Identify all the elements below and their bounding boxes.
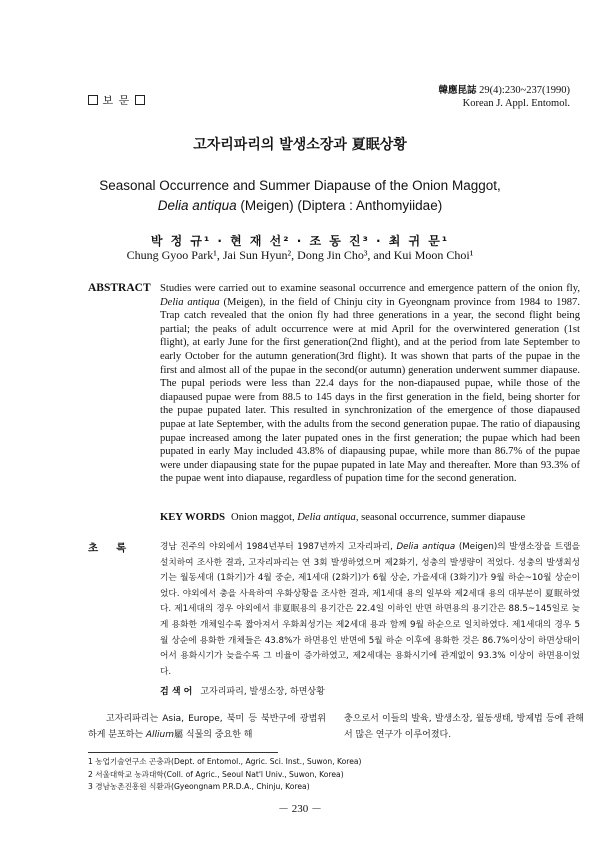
body-column-left [88,712,326,744]
footnote-1: 1 농업기술연구소 곤충과(Dept. of Entomol., Agric. Sci. Inst., Suwon, Korea) [88,757,362,766]
journal-citation [439,84,570,110]
body-column-right: 충으로서 이들의 발육, 발생소장, 월동생태, 방제법 등에 관해서 많은 연구가 이루어졌다. [344,714,584,740]
summary-part2: (Meigen)의 발생소장을 트랩을 설치하여 조사한 결과, 고자리파리는 연 3회 발생하였으며 제2화기, 성충의 발생량이 적었다. 성충의 발생최성기는 월동세대 (1화기)가 4월 중순, 제1세대 (2화기)가 6월 상순, 가을세대 (3화기)가 9월 하순~10월 상순이었다. 야외에서 충을 사육하여 우화상황을 조사한 결과, 제1세대 용의 일부와 제2세대 용의 대부분이 夏眠하였다. 제1세대의 경우 야외에서 非夏眠용의 용기간은 22.4일 이하인 반면 하면용의 용기간은 88.5~145일로 늦게 용화한 개체일수록 짧아져서 우화최성기는 제2세대 용과 함께 9월 하순으로 일치하였다. 제1세대의 경우 5월 상순에 용화한 개체들은 43.8%가 하면용인 반면에 5월 하순 이후에 용화한 것은 86.7%이상이 하면상태이어서 용화시기가 늦을수록 그 비율이 증가하였고, 제2세대는 용화시기에 관계없이 93.3% 이상이 하면용이었다. [160,542,580,677]
keywords-korean [160,684,325,697]
keywords-part1: Onion maggot, [231,512,298,523]
title-english-line2-rest: (Meigen) (Diptera : Anthomyiidae) [236,198,443,213]
abstract-species: Delia antiqua [160,296,220,308]
body-left-part1: 고자리파리는 Asia, Europe, 북미 등 북반구에 광범위하게 분포하는 [88,714,326,740]
footnotes [88,756,362,794]
summary-label: 초록 [88,542,145,554]
keywords-korean-text: 고자리파리, 발생소장, 하면상황 [200,687,325,697]
checkbox-left-icon [88,95,98,105]
footnote-2: 2 서울대학교 농과대학(Coll. of Agric., Seoul Nat'l Univ., Suwon, Korea) [88,769,344,779]
authors-english: Chung Gyoo Park¹, Jai Sun Hyun², Dong Jin Cho³, and Kui Moon Choi¹ [126,248,474,262]
journal-name-en: Korean J. Appl. Entomol. [462,98,570,109]
title-english [0,176,600,216]
summary-text [160,540,580,680]
footnote-divider [88,752,278,753]
body-genus: Allium [145,729,175,740]
journal-volume: 29(4):230~237(1990) [479,85,570,96]
summary-part1: 경남 진주의 야외에서 1984년부터 1987년까지 고자리파리, [160,542,397,552]
abstract-part2: (Meigen), in the field of Chinju city in Gyeongnam province from 1984 to 1987. Trap catch revealed that the onion fly had three generations in a year, the second flight being partial; the peaks of adult occurrence were at mid April for the overwintered generation (1st flight), at early June for the first generation(2nd flight), and at the period from late September to early October for the autumn generation(3rd flight). It was shown that parts of the pupae in the first and almost all of the pupae in the second(or autumn) generation underwent summer diapause. The pupal periods were less than 22.4 days for the non-diapaused pupae, while those of the diapaused pupae were from 88.5 to 145 days in the first generation in the field, being shorter for the pupae pupated later. This resulted in synchronization of the emergence of those diapaused pupae at late September, with the adults from the second generation pupae. The ratio of diapausing pupae increased among the later pupated ones in the first generation; the pupae which had been pupated in early May included 43.8% of diapausing pupae, while more than 86.7% of the pupae were under diapausing state for the pupae pupated in late May and thereafter. More than 93.3% of the pupae went into diapause, regardless of pupation time for the second generation. [160,296,580,485]
checkbox-right-icon [135,95,145,105]
abstract-part1: Studies were carried out to examine seasonal occurrence and emergence pattern of the onion fly, [160,283,580,294]
journal-name-ko: 韓應昆誌 [438,85,477,96]
page-number: － 230 － [278,803,322,815]
abstract-text [160,282,580,486]
body-left-part2: 屬 식물의 중요한 해 [174,729,253,740]
keywords-species: Delia antiqua [297,512,356,523]
keywords-label: KEY WORDS [160,512,226,523]
title-english-line1: Seasonal Occurrence and Summer Diapause of the Onion Maggot, [99,178,501,193]
summary-species: Delia antiqua [396,542,456,552]
section-label-text: 보 문 [102,94,131,107]
keywords-korean-label: 검 색 어 [160,687,193,697]
title-korean: 고자리파리의 발생소장과 夏眠상황 [193,137,407,153]
footnote-3: 3 경남농촌진흥원 식환과(Gyeongnam P.R.D.A., Chinju, Korea) [88,782,310,791]
keywords-part2: , seasonal occurrence, summer diapause [355,512,526,523]
title-species: Delia antiqua [157,198,237,213]
abstract-label: ABSTRACT [88,282,151,294]
section-label [88,92,145,108]
title-english-line2 [0,196,600,216]
authors-korean: 박 정 규¹ · 현 재 선² · 조 동 진³ · 최 귀 문¹ [150,234,450,248]
keywords [160,512,580,523]
